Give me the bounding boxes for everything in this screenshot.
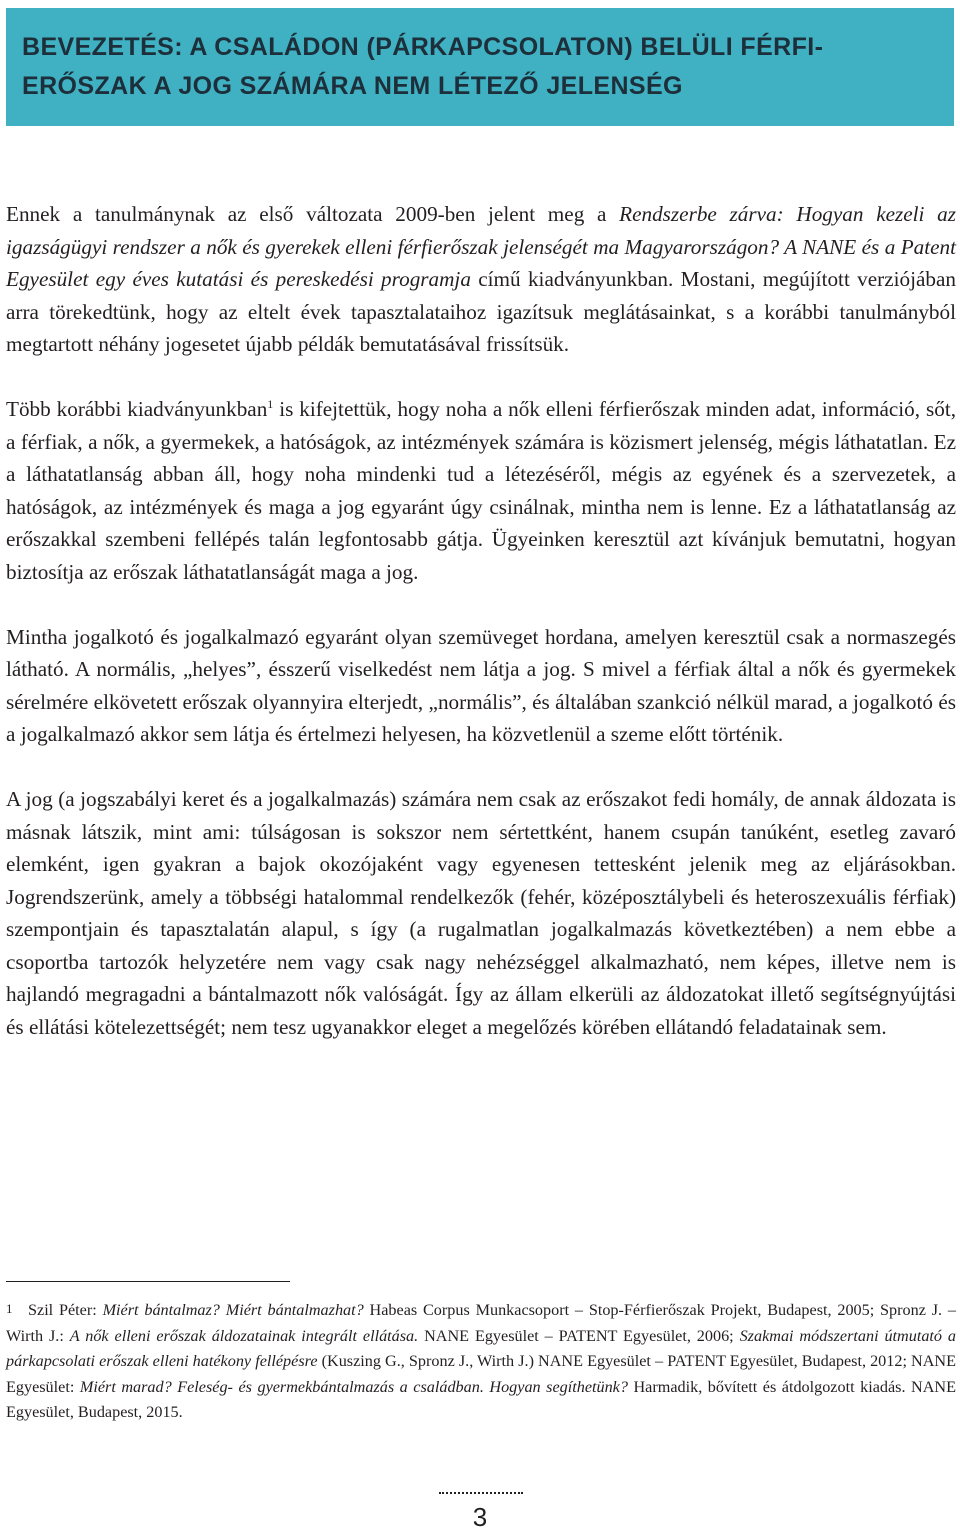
chapter-title: BEVEZETÉS: A CSALÁDON (PÁRKAPCSOLATON) BELÜLI FÉRFI-ERŐSZAK A JOG SZÁMÁRA NEM LÉTEZŐ JELENSÉG <box>22 33 824 100</box>
footnote-text-1: Szil Péter: <box>28 1301 103 1319</box>
paragraph-4: A jog (a jogszabályi keret és a jogalkalmazás) számára nem csak az erőszakot fedi homály, de annak áldozata is másnak látszik, mint ami: túlságosan is sokszor nem sértettként, hanem csupán tanúként, esetleg zavaró elemként, igen gyakran a bajok okozójaként vagy egyenesen tettesként jelenik meg az eljárásokban. Jogrendszerünk, amely a többségi hatalommal rendelkezők (fehér, középosztálybeli és heteroszexuális férfiak) szempontjain és tapasztalatán alapul, s így (a rugalmatlan jogalkalmazás következtében) a nem ebbe a csoportba tartozók helyzetére nem vagy csak nagy nehézséggel alkalmazható, nem képes, illetve nem is hajlandó megragadni a bántalmazott nők valóságát. Így az állam elkerüli az áldozatokat illető segítségnyújtási és ellátási kötelezettségét; nem tesz ugyanakkor eleget a megelőzés körében ellátandó feladatainak sem. <box>6 786 956 1040</box>
paragraph-1-text-a: Ennek a tanulmánynak az első változata 2009-ben jelent meg a <box>6 202 620 226</box>
paragraph-1 <box>6 198 956 361</box>
publication-title: Rendszerbe zárva: Hogyan kezeli az igazságügyi rendszer a nők és gyerekek elleni férfierőszak jelenségét ma Magyarországon? A NANE és a Patent Egyesület egy éves kutatási és pereskedési programja <box>6 202 956 292</box>
footnote-text-2: Habeas Corpus Munkacsoport – Stop-Férfierőszak Projekt, Budapest, 2005; Spronz J. – Wirth J.: <box>6 1301 956 1345</box>
footnote-text-4: (Kuszing G., Spronz J., Wirth J.) NANE Egyesület – PATENT Egyesület, Budapest, 2012; NANE Egyesület: <box>6 1352 957 1396</box>
footnote-title-1: Miért bántalmaz? Miért bántalmazhat? <box>102 1301 364 1319</box>
footnote-text-5: Harmadik, bővített és átdolgozott kiadás. NANE Egyesület, Budapest, 2015. <box>6 1377 956 1422</box>
body-text <box>6 198 956 1076</box>
footnote-title-2: A nők elleni erőszak áldozatainak integrált ellátása. <box>69 1326 419 1345</box>
paragraph-2 <box>6 393 956 589</box>
footnote-title-4: Miért marad? Feleség- és gyermekbántalmazás a családban. Hogyan segíthetünk? <box>79 1377 628 1396</box>
footnote-text-3: NANE Egyesület – PATENT Egyesület, 2006; <box>418 1326 740 1345</box>
footnote-number: 1 <box>6 1301 13 1316</box>
footnote-title-3: Szakmai módszertani útmutató a párkapcsolati erőszak elleni hatékony fellépésre <box>6 1326 957 1371</box>
paragraph-2-text-a: Több korábbi kiadványunkban <box>6 396 268 421</box>
page-number-dots <box>439 1484 523 1494</box>
footnote-divider <box>6 1281 290 1282</box>
paragraph-3: Mintha jogalkotó és jogalkalmazó egyaránt olyan szemüveget hordana, amelyen keresztül csak a normaszegés látható. A normális, „helyes”, ésszerű viselkedést nem látja a jog. S mivel a férfiak által a nők és gyermekek sérelmére elkövetett erőszak olyannyira elterjedt, „normális”, és általában szankció nélkül marad, a jogalkotó és a jogalkalmazó akkor sem látja és értelmezi helyesen, ha közvetlenül a szeme előtt történik. <box>6 624 956 747</box>
footnote-1 <box>6 1296 956 1426</box>
page-number: 3 <box>472 1502 488 1532</box>
chapter-header-band <box>6 8 954 126</box>
paragraph-1-text-b: című kiadványunkban. Mostani, megújított verziójában arra törekedtünk, hogy az eltelt évek tapasztalataihoz igazítsuk meglátásainkat, s a korábbi tanulmányból megtartott néhány jogesetet újabb példák bemutatásával frissítsük. <box>6 267 956 357</box>
footnote-reference[interactable]: 1 <box>267 396 274 411</box>
paragraph-2-text-b: is kifejtettük, hogy noha a nők elleni férfierőszak minden adat, információ, sőt, a férfiak, a nők, a gyermekek, a hatóságok, az intézmények számára is közismert jelenség, mégis láthatatlan. Ez a láthatatlanság abban áll, hogy noha mindenki tud a létezéséről, mégis az egyének és a szervezetek, a hatóságok, az intézmények és maga a jog egyaránt úgy csinálnak, mintha nem is lenne. Ez a láthatatlanság az erőszakkal szembeni fellépés talán legfontosabb gátja. Ügyeinken keresztül azt kívánjuk bemutatni, hogyan biztosítja az erőszak láthatatlanságát maga a jog. <box>6 396 957 584</box>
